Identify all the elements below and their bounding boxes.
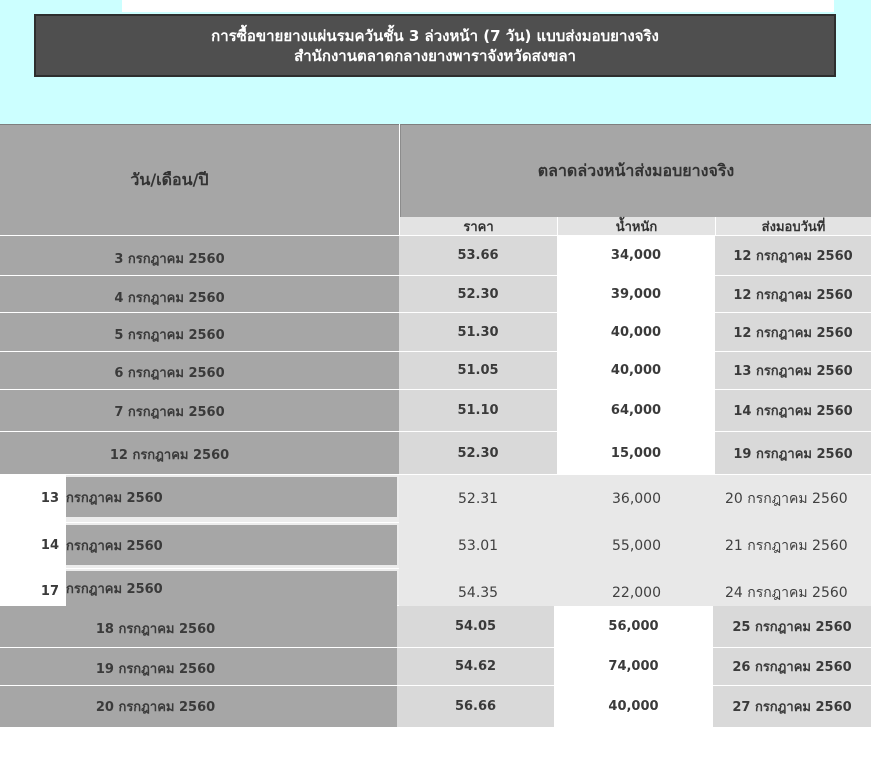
- row-price: 54.62: [397, 648, 554, 686]
- row-date: 3 กรกฎาคม 2560: [0, 236, 399, 276]
- row-delivery: 21 กรกฎาคม 2560: [725, 538, 848, 554]
- row-date: 20 กรกฎาคม 2560: [0, 686, 397, 728]
- row-delivery: 25 กรกฎาคม 2560: [713, 606, 871, 648]
- column-group-header: ตลาดล่วงหน้าส่งมอบยางจริง: [400, 124, 871, 217]
- row-weight: 55,000: [612, 538, 661, 554]
- row-date: 12 กรกฎาคม 2560: [0, 432, 399, 475]
- table-row: [0, 523, 871, 569]
- row-delivery: 26 กรกฎาคม 2560: [713, 648, 871, 686]
- row-price: 53.01: [458, 538, 499, 554]
- row-month-year: กรกฎาคม 2560: [66, 525, 397, 565]
- row-delivery: 27 กรกฎาคม 2560: [713, 686, 871, 728]
- table-row: [0, 648, 871, 686]
- table-row: [0, 313, 871, 352]
- row-date: 18 กรกฎาคม 2560: [0, 606, 397, 648]
- row-weight: 74,000: [554, 648, 713, 686]
- row-weight: 40,000: [557, 352, 715, 390]
- table-row: [0, 475, 871, 523]
- row-price: 51.10: [399, 390, 557, 432]
- row-weight: 40,000: [557, 313, 715, 352]
- row-day: 14: [0, 523, 66, 568]
- row-delivery: 12 กรกฎาคม 2560: [715, 313, 871, 352]
- column-header-weight: น้ำหนัก: [557, 217, 715, 235]
- row-date: 5 กรกฎาคม 2560: [0, 313, 399, 352]
- row-price: 53.66: [399, 236, 557, 276]
- column-header-price: ราคา: [399, 217, 557, 235]
- row-delivery: 12 กรกฎาคม 2560: [715, 276, 871, 313]
- row-date: 4 กรกฎาคม 2560: [0, 276, 399, 313]
- row-price: 54.35: [458, 584, 499, 601]
- row-price: 52.30: [399, 276, 557, 313]
- row-delivery: 20 กรกฎาคม 2560: [725, 491, 848, 507]
- page-title-box: [34, 14, 836, 77]
- column-header-delivery: ส่งมอบวันที่: [715, 217, 871, 235]
- row-date: [0, 475, 399, 523]
- row-month-year: กรกฎาคม 2560: [66, 571, 397, 606]
- row-weight: 15,000: [557, 432, 715, 475]
- table-row: [0, 569, 871, 606]
- row-delivery: 24 กรกฎาคม 2560: [725, 584, 848, 601]
- row-date: [0, 523, 399, 569]
- row-price: 56.66: [397, 686, 554, 728]
- row-delivery: 14 กรกฎาคม 2560: [715, 390, 871, 432]
- row-date: 6 กรกฎาคม 2560: [0, 352, 399, 390]
- table-row: [0, 352, 871, 390]
- row-weight: 22,000: [612, 584, 661, 601]
- row-date: [0, 569, 399, 606]
- page-title: การซื้อขายยางแผ่นรมควันชั้น 3 ล่วงหน้า (7 วัน) แบบส่งมอบยางจริง: [211, 26, 659, 45]
- table-row: [0, 236, 871, 276]
- column-header-date: วัน/เดือน/ปี: [0, 124, 399, 235]
- row-delivery: 12 กรกฎาคม 2560: [715, 236, 871, 276]
- row-day: 13: [0, 475, 66, 522]
- row-price: 52.30: [399, 432, 557, 475]
- header-strip: [122, 0, 834, 12]
- row-delivery: 19 กรกฎาคม 2560: [715, 432, 871, 475]
- row-weight: 56,000: [554, 606, 713, 648]
- row-weight: 64,000: [557, 390, 715, 432]
- row-price: 51.30: [399, 313, 557, 352]
- table-row: [0, 276, 871, 313]
- table-row: [0, 606, 871, 648]
- row-day: 17: [0, 569, 66, 605]
- row-weight: 39,000: [557, 276, 715, 313]
- table-row: [0, 390, 871, 432]
- table-row: [0, 686, 871, 728]
- row-price: 52.31: [458, 491, 499, 507]
- page-subtitle: สำนักงานตลาดกลางยางพาราจังหวัดสงขลา: [294, 46, 576, 65]
- row-weight: 36,000: [612, 491, 661, 507]
- row-date: 7 กรกฎาคม 2560: [0, 390, 399, 432]
- row-weight: 34,000: [557, 236, 715, 276]
- row-date: 19 กรกฎาคม 2560: [0, 648, 397, 686]
- row-delivery: 13 กรกฎาคม 2560: [715, 352, 871, 390]
- row-price: 51.05: [399, 352, 557, 390]
- row-price: 54.05: [397, 606, 554, 648]
- row-weight: 40,000: [554, 686, 713, 728]
- table-row: [0, 432, 871, 475]
- row-month-year: กรกฎาคม 2560: [66, 477, 397, 517]
